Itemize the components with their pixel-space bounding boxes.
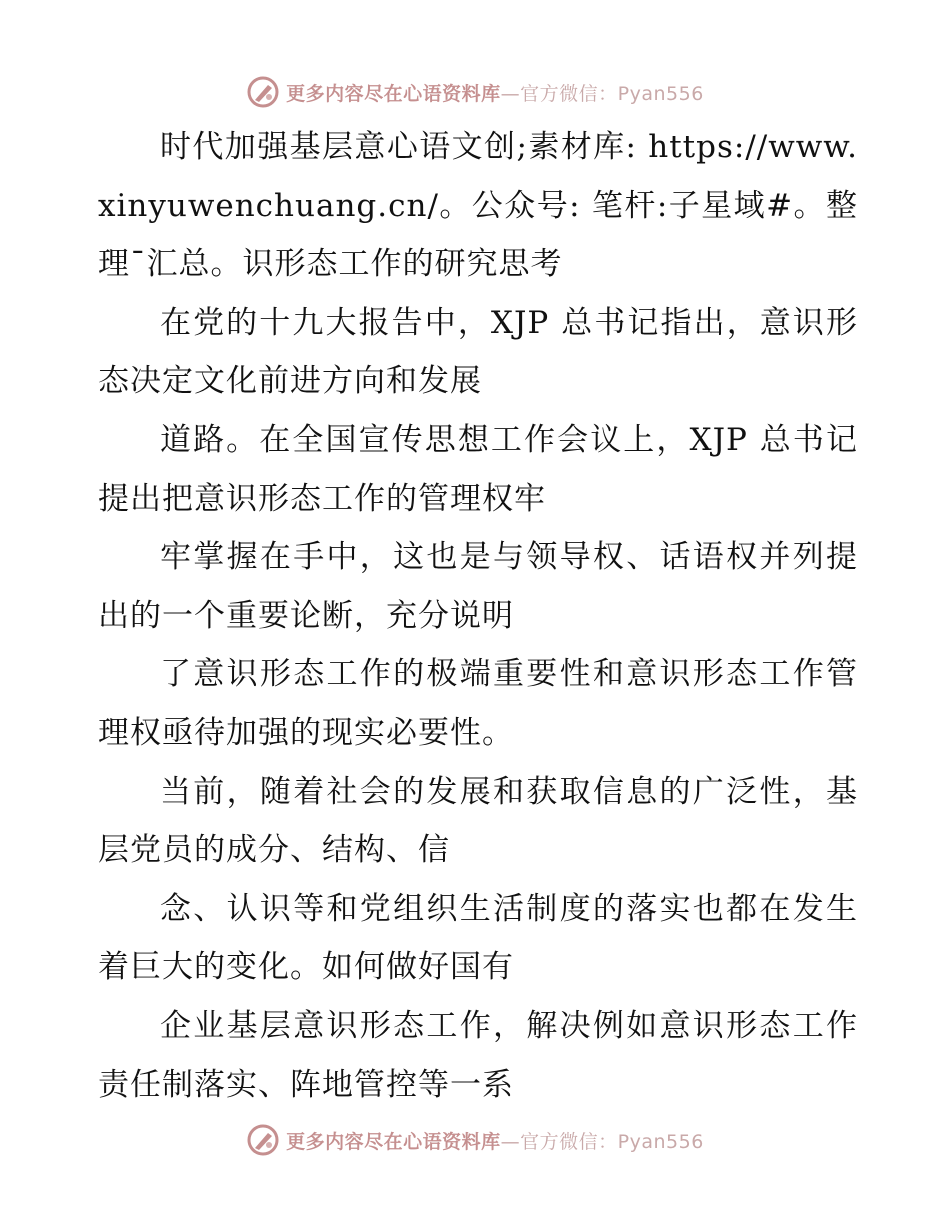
- watermark-text: [286, 1127, 704, 1154]
- paragraph-5: 了意识形态工作的极端重要性和意识形态工作管理权亟待加强的现实必要性。: [98, 656, 858, 751]
- watermark-brand: 更多内容尽在心语资料库: [286, 1130, 501, 1153]
- paragraph-3: 道路。在全国宣传思想工作会议上，XJP 总书记提出把意识形态工作的管理权牢: [98, 421, 858, 517]
- pen-seal-icon: [246, 1123, 280, 1157]
- paragraph-2: 在党的十九大报告中，XJP 总书记指出，意识形态决定文化前进方向和发展: [98, 304, 858, 400]
- watermark-brand: 更多内容尽在心语资料库: [286, 82, 501, 105]
- paragraph-8: 企业基层意识形态工作，解决例如意识形态工作责任制落实、阵地管控等一系: [98, 1007, 858, 1103]
- paragraph-6: 当前，随着社会的发展和获取信息的广泛性，基层党员的成分、结构、信: [98, 773, 858, 869]
- footer-watermark: [0, 1120, 950, 1160]
- document-body: [98, 118, 858, 1114]
- watermark-text: [286, 79, 704, 106]
- paragraph-1: 时代加强基层意心语文创;素材库: https://www.xinyuwenchuang.cn/。公众号: 笔杆:子星域#。整理¯汇总。识形态工作的研究思考: [98, 129, 858, 283]
- paragraph-4: 牢掌握在手中，这也是与领导权、话语权并列提出的一个重要论断，充分说明: [98, 539, 858, 634]
- watermark-suffix: —官方微信：Pyan556: [500, 1130, 704, 1153]
- header-watermark: [0, 72, 950, 112]
- pen-seal-icon: [246, 75, 280, 109]
- paragraph-7: 念、认识等和党组织生活制度的落实也都在发生着巨大的变化。如何做好国有: [98, 890, 858, 986]
- watermark-suffix: —官方微信：Pyan556: [500, 82, 704, 105]
